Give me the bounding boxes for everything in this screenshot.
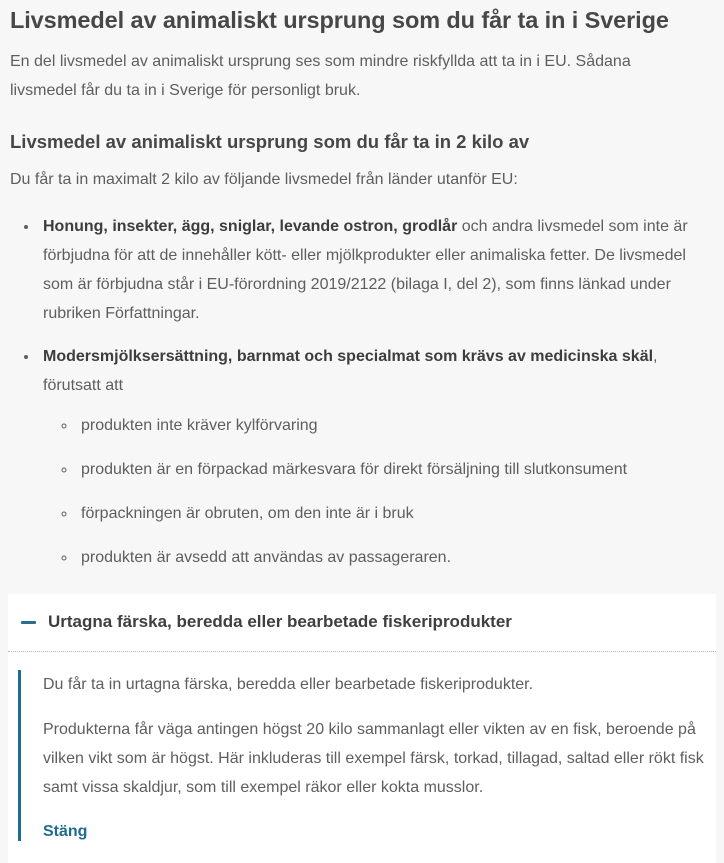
page-title: Livsmedel av animaliskt ursprung som du får ta in i Sverige xyxy=(10,7,669,33)
conditions-sub-list xyxy=(43,411,714,572)
section-heading: Livsmedel av animaliskt ursprung som du får ta in 2 kilo av xyxy=(10,131,530,153)
sub-list-item: ◦ produkten inte kräver kylförvaring xyxy=(77,411,714,440)
sub-list-item: ◦ produkten är en förpackad märkesvara för direkt försäljning till slutkonsument xyxy=(77,455,714,484)
accordion-panel xyxy=(8,652,716,863)
section-intro-paragraph: Du får ta in maximalt 2 kilo av följande livsmedel från länder utanför EU: xyxy=(10,171,518,189)
accordion-title: Urtagna färska, beredda eller bearbetade fiskeriprodukter xyxy=(48,612,512,632)
sub-list-item: ◦ förpackningen är obruten, om den inte är i bruk xyxy=(77,499,714,528)
list-item xyxy=(39,342,714,572)
minus-icon[interactable] xyxy=(20,613,38,631)
list-item-emphasis: Honung, insekter, ägg, sniglar, levande ostron, grodlår xyxy=(43,218,458,236)
list-item-text: , förutsatt att xyxy=(43,348,658,395)
accordion-paragraph: Du får ta in urtagna färska, beredda eller bearbetade fiskeriprodukter. xyxy=(43,675,534,693)
sub-list-item: ◦ produkten är avsedd att användas av passageraren. xyxy=(77,543,714,572)
allowed-foods-list xyxy=(10,212,714,572)
close-accordion-link[interactable]: Stäng xyxy=(43,822,88,840)
list-item-emphasis: Modersmjölksersättning, barnmat och specialmat som krävs av medicinska skäl xyxy=(43,348,654,366)
accordion-panel-inner xyxy=(18,670,706,841)
page-lead-paragraph: En del livsmedel av animaliskt ursprung ses som mindre riskfyllda att ta in i EU. Sådana livsmedel får du ta in i Sverige för personligt bruk. xyxy=(10,53,631,100)
list-item-text: och andra livsmedel som inte är förbjudna för att de innehåller kött- eller mjölkprodukter eller animaliska fetter. De livsmedel som är förbjudna står i EU-förordning 2019/2122 (bilaga I, del 2), som finns länkad under rubriken Författningar. xyxy=(43,218,688,323)
accordion-paragraph: Produkterna får väga antingen högst 20 kilo sammanlagt eller vikten av en fisk, beroende på vilken vikt som är högst. Här inkluderas till exempel färsk, torkad, tillagad, saltad eller rökt fisk samt vissa skaldjur, som till exempel räkor eller kokta musslor. xyxy=(43,720,704,796)
accordion-fishery-products xyxy=(8,594,716,862)
list-item xyxy=(39,212,714,328)
accordion-header-toggle[interactable] xyxy=(8,594,716,651)
